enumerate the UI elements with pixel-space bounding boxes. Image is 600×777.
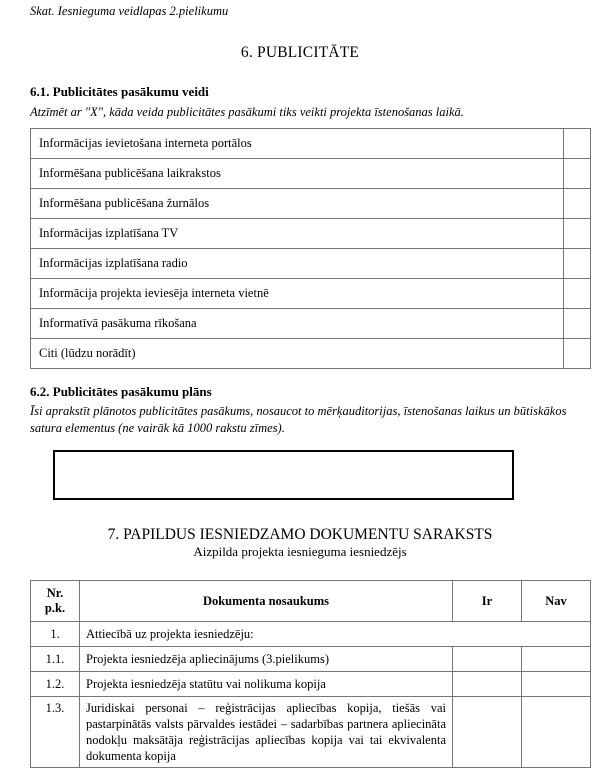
column-header-nav: Nav [522,581,591,622]
table-row [31,129,591,159]
publicity-type-checkbox[interactable] [564,339,591,369]
table-row [31,647,591,672]
row-number: 1.2. [31,672,80,697]
row-document-name: Attiecībā uz projekta iesniedzēju: [80,622,591,647]
row-ir-cell[interactable] [453,697,522,768]
publicity-type-checkbox[interactable] [564,279,591,309]
publicity-type-label: Informēšana publicēšana žurnālos [31,189,564,219]
table-row [31,697,591,768]
publicity-type-checkbox[interactable] [564,249,591,279]
row-document-name: Projekta iesniedzēja apliecinājums (3.pielikums) [80,647,453,672]
table-row [31,339,591,369]
table-row [31,219,591,249]
publicity-types-table [30,128,591,369]
publicity-type-checkbox[interactable] [564,159,591,189]
column-header-nr-line1: Nr. [46,586,64,600]
row-document-name: Projekta iesniedzēja statūtu vai nolikuma kopija [80,672,453,697]
table-row [31,309,591,339]
row-number: 1.1. [31,647,80,672]
table-row [31,279,591,309]
column-header-nr [31,581,80,622]
publicity-type-label: Citi (lūdzu norādīt) [31,339,564,369]
row-ir-cell[interactable] [453,672,522,697]
section-6-2-title: 6.2. Publicitātes pasākumu plāns [30,384,212,399]
row-nav-cell[interactable] [522,697,591,768]
publicity-type-checkbox[interactable] [564,189,591,219]
publicity-type-checkbox[interactable] [564,129,591,159]
header-note: Skat. Iesnieguma veidlapas 2.pielikumu [30,4,229,18]
section-6-1-title: 6.1. Publicitātes pasākumu veidi [30,84,209,99]
row-document-name: Juridiskai personai – reģistrācijas apliecības kopija, tiešās vai pastarpinātās valsts pārvaldes iestādei – sadarbības partnera apliecināta nodokļu maksātāja reģistrācijas apliecības kopija vai tai ekvivalenta dokumenta kopija [80,697,453,768]
section-6-1-instruction: Atzīmēt ar "X", kāda veida publicitātes pasākumi tiks veikti projekta īstenošanas laikā. [30,105,464,119]
section-6-title: 6. PUBLICITĀTE [240,44,360,61]
publicity-plan-textbox[interactable] [53,450,514,500]
row-nav-cell[interactable] [522,672,591,697]
section-7-title: 7. PAPILDUS IESNIEDZAMO DOKUMENTU SARAKSTS [107,526,493,543]
publicity-type-label: Informācijas izplatīšana TV [31,219,564,249]
row-number: 1. [31,622,80,647]
publicity-type-label: Informācijas izplatīšana radio [31,249,564,279]
table-header-row [31,581,591,622]
column-header-name: Dokumenta nosaukums [80,581,453,622]
publicity-type-checkbox[interactable] [564,309,591,339]
section-7-subtitle: Aizpilda projekta iesnieguma iesniedzējs [193,544,407,559]
publicity-type-label: Informēšana publicēšana laikrakstos [31,159,564,189]
column-header-nr-line2: p.k. [44,601,66,615]
publicity-type-label: Informatīvā pasākuma rīkošana [31,309,564,339]
table-row [31,159,591,189]
row-nav-cell[interactable] [522,647,591,672]
table-row [31,672,591,697]
documents-table [30,580,591,768]
table-row [31,622,591,647]
row-number: 1.3. [31,697,80,768]
publicity-type-checkbox[interactable] [564,219,591,249]
publicity-type-label: Informācija projekta ieviesēja interneta vietnē [31,279,564,309]
row-ir-cell[interactable] [453,647,522,672]
table-row [31,249,591,279]
section-6-2-instruction: Īsi aprakstīt plānotos publicitātes pasākums, nosaucot to mērķauditorijas, īstenošanas laikus un būtiskākos satura elementus (ne vairāk kā 1000 rakstu zīmes). [30,404,567,435]
table-row [31,189,591,219]
column-header-ir: Ir [453,581,522,622]
publicity-type-label: Informācijas ievietošana interneta portālos [31,129,564,159]
